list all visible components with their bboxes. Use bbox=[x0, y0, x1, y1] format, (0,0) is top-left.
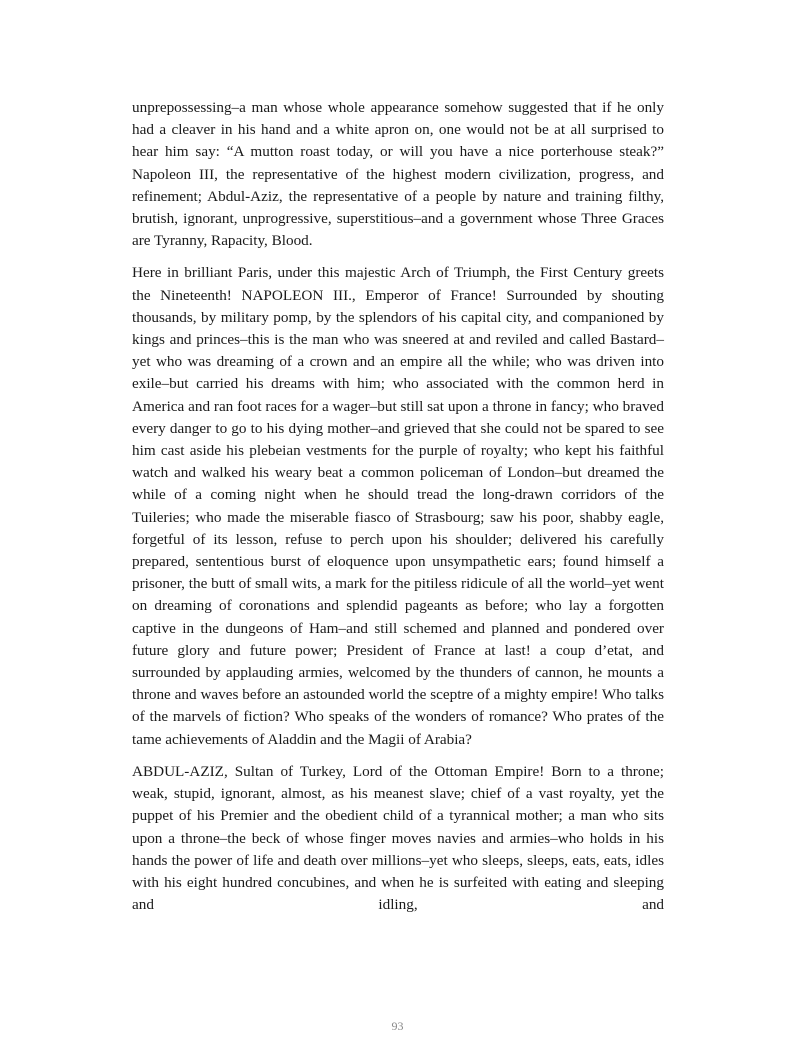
paragraph-2: Here in brilliant Paris, under this majestic Arch of Triumph, the First Century greets the Nineteenth! NAPOLEON III., Emperor of France! Surrounded by shouting thousands, by military pomp, by the splendors of his capital city, and companioned by kings and princes–this is the man who was sneered at and reviled and called Bastard–yet who was dreaming of a crown and an empire all the while; who was driven into exile–but carried his dreams with him; who associated with the common herd in America and ran foot races for a wager–but still sat upon a throne in fancy; who braved every danger to go to his dying mother–and grieved that she could not be spared to see him cast aside his plebeian vestments for the purple of royalty; who kept his faithful watch and walked his weary beat a common policeman of London–but dreamed the while of a coming night when he should tread the long-drawn corridors of the Tuileries; who made the miserable fiasco of Strasbourg; saw his poor, shabby eagle, forgetful of its lesson, refuse to perch upon his shoulder; delivered his carefully prepared, sententious burst of eloquence upon unsympathetic ears; found himself a prisoner, the butt of small wits, a mark for the pitiless ridicule of all the world–yet went on dreaming of coronations and splendid pageants as before; who lay a forgotten captive in the dungeons of Ham–and still schemed and planned and pondered over future glory and future power; President of France at last! a coup d’etat, and surrounded by applauding armies, welcomed by the thunders of cannon, he mounts a throne and waves before an astounded world the sceptre of a mighty empire! Who talks of the marvels of fiction? Who speaks of the wonders of romance? Who prates of the tame achievements of Aladdin and the Magii of Arabia? bbox=[132, 264, 664, 748]
page-number: 93 bbox=[391, 1019, 404, 1033]
body-text bbox=[132, 97, 664, 926]
paragraph-1: unprepossessing–a man whose whole appearance somehow suggested that if he only had a cleaver in his hand and a white apron on, one would not be at all surprised to hear him say: “A mutton roast today, or will you have a nice porterhouse steak?” Napoleon III, the representative of the highest modern civilization, progress, and refinement; Abdul-Aziz, the representative of a people by nature and training filthy, brutish, ignorant, unprogressive, superstitious–and a government whose Three Graces are Tyranny, Rapacity, Blood. bbox=[132, 99, 664, 250]
paragraph-3: ABDUL-AZIZ, Sultan of Turkey, Lord of the Ottoman Empire! Born to a throne; weak, stupid, ignorant, almost, as his meanest slave; chief of a vast royalty, yet the puppet of his Premier and the obedient child of a tyrannical mother; a man who sits upon a throne–the beck of whose finger moves navies and armies–who holds in his hands the power of life and death over millions–yet who sleeps, sleeps, eats, eats, idles with his eight hundred concubines, and when he is surfeited with eating and sleeping and idling, and bbox=[132, 762, 664, 914]
